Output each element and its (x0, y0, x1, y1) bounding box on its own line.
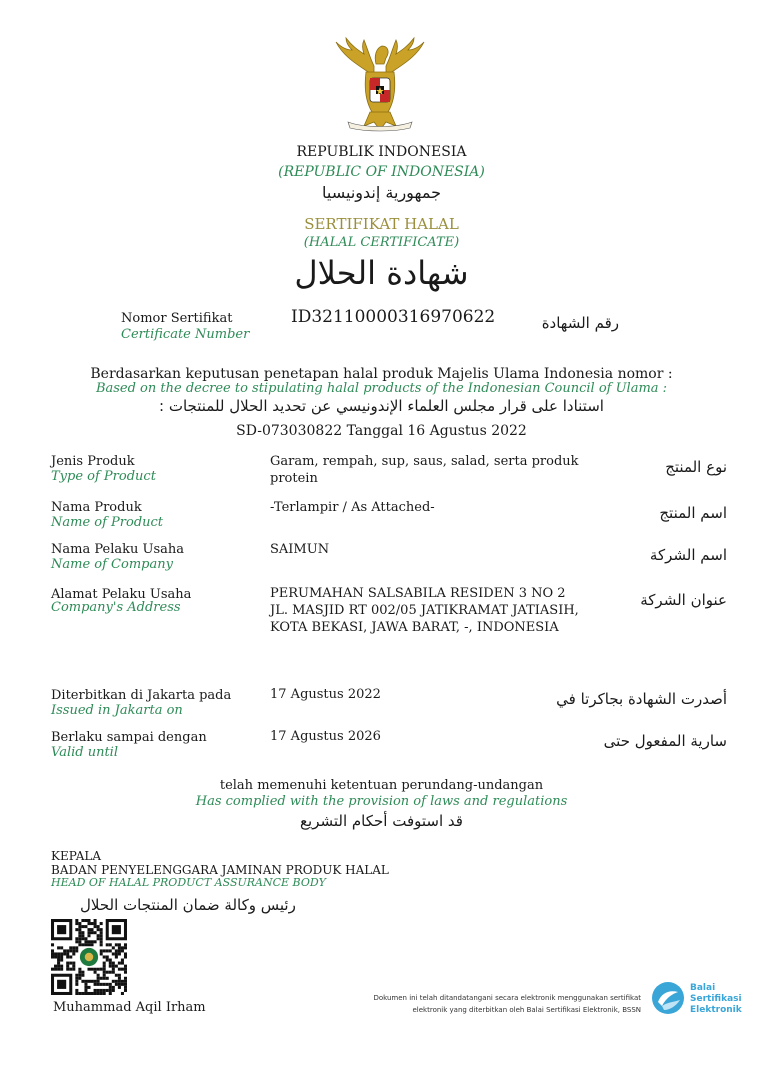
address-label: Alamat Pelaku Usaha (51, 587, 192, 602)
type-value-line1: Garam, rempah, sup, saus, salad, serta produk (270, 454, 579, 469)
signatory-name: Muhammad Aqil Irham (53, 1000, 206, 1015)
valid-label-en: Valid until (51, 745, 118, 760)
issued-label-en: Issued in Jakarta on (51, 703, 183, 718)
valid-label: Berlaku sampai dengan (51, 730, 207, 745)
type-label-ar: نوع المنتج (665, 458, 727, 476)
garuda-emblem (330, 36, 430, 132)
compliance-text-ar: قد استوفت أحكام التشريع (300, 812, 463, 830)
cert-number-label: Nomor Sertifikat (121, 311, 233, 326)
decree-text-ar: استنادا على قرار مجلس العلماء الإندونيسي عن تحديد الحلال للمنتجات : (159, 397, 604, 415)
cert-number-value: ID32110000316970622 (291, 307, 496, 327)
signatory-title-ar: رئيس وكالة ضمان المنتجات الحلال (80, 896, 296, 914)
decree-number: SD-073030822 Tanggal 16 Agustus 2022 (236, 423, 527, 439)
cert-number-label-en: Certificate Number (121, 327, 250, 342)
compliance-text-en: Has complied with the provision of laws and regulations (195, 794, 568, 809)
company-label: Nama Pelaku Usaha (51, 542, 184, 557)
certificate-title-ar: شهادة الحلال (294, 254, 469, 292)
certificate-title-en: (HALAL CERTIFICATE) (303, 235, 460, 250)
qr-code[interactable] (51, 919, 127, 995)
compliance-text: telah memenuhi ketentuan perundang-undangan (219, 778, 544, 793)
valid-label-ar: سارية المفعول حتى (603, 732, 727, 750)
issued-label: Diterbitkan di Jakarta pada (51, 688, 232, 703)
issued-label-ar: أصدرت الشهادة بجاكرتا في (556, 690, 727, 708)
product-name-label-en: Name of Product (51, 515, 164, 530)
address-line2: JL. MASJID RT 002/05 JATIKRAMAT JATIASIH, (270, 603, 579, 618)
address-label-en: Company's Address (51, 600, 181, 615)
decree-text-en: Based on the decree to stipulating halal products of the Indonesian Council of Ulama : (95, 381, 668, 396)
country-name: REPUBLIK INDONESIA (296, 144, 467, 160)
cert-number-label-ar: رقم الشهادة (541, 314, 619, 332)
product-name-value: -Terlampir / As Attached- (270, 500, 435, 515)
address-line3: KOTA BEKASI, JAWA BARAT, -, INDONESIA (270, 620, 559, 635)
product-name-label: Nama Produk (51, 500, 142, 515)
bsre-logo-icon (650, 980, 686, 1016)
signatory-title-en: HEAD OF HALAL PRODUCT ASSURANCE BODY (51, 876, 326, 889)
country-name-en: (REPUBLIC OF INDONESIA) (278, 164, 485, 180)
signatory-title2: BADAN PENYELENGGARA JAMINAN PRODUK HALAL (51, 863, 389, 877)
esign-note-line1: Dokumen ini telah ditandatangani secara elektronik menggunakan sertifikat (373, 994, 641, 1002)
company-label-ar: اسم الشركة (649, 546, 727, 564)
valid-value: 17 Agustus 2026 (270, 729, 381, 744)
address-line1: PERUMAHAN SALSABILA RESIDEN 3 NO 2 (270, 586, 566, 601)
type-label: Jenis Produk (51, 454, 135, 469)
address-label-ar: عنوان الشركة (640, 591, 727, 609)
certificate-title: SERTIFIKAT HALAL (304, 215, 459, 233)
bsre-line1: Balai (690, 983, 716, 993)
signatory-title1: KEPALA (51, 849, 101, 863)
country-name-ar: جمهورية إندونيسيا (322, 183, 441, 202)
type-label-en: Type of Product (51, 469, 156, 484)
type-value-line2: protein (270, 471, 318, 486)
decree-text: Berdasarkan keputusan penetapan halal produk Majelis Ulama Indonesia nomor : (90, 366, 673, 382)
esign-note-line2: elektronik yang diterbitkan oleh Balai Sertifikasi Elektronik, BSSN (412, 1006, 641, 1014)
product-name-label-ar: اسم المنتج (659, 504, 727, 522)
bsre-line2: Sertifikasi (690, 994, 742, 1004)
issued-value: 17 Agustus 2022 (270, 687, 381, 702)
company-label-en: Name of Company (51, 557, 173, 572)
company-value: SAIMUN (270, 542, 330, 557)
bsre-line3: Elektronik (690, 1005, 742, 1015)
